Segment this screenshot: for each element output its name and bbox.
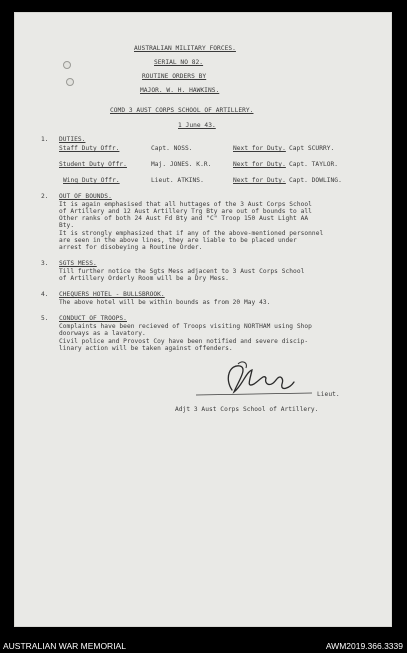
body-line: It is strongly emphasized that if any of the above-mentioned personnel [59, 230, 324, 237]
body-line: Other ranks of both 24 Aust Fd Bty and "C" Troop 150 Aust Light AA [59, 215, 309, 222]
duty-name: Capt. NOSS. [151, 145, 193, 152]
next-duty-name: Capt. TAYLOR. [289, 161, 339, 168]
body-line: linary action will be taken against offenders. [59, 345, 233, 352]
duty-name: Lieut. ATKINS. [151, 177, 204, 184]
next-duty-name: Capt SCURRY. [289, 145, 335, 152]
body-line: are seen in the above lines, they are liable to be placed under [59, 237, 297, 244]
body-line: Complaints have been recieved of Troops visiting NORTHAM using Shop [59, 323, 312, 330]
header-date: 1 June 43. [178, 122, 216, 129]
section-number: 3. [41, 260, 49, 267]
header-command: COMD 3 AUST CORPS SCHOOL OF ARTILLERY. [110, 107, 254, 114]
section-title: SGTS MESS. [59, 260, 97, 267]
signature-title: Adjt 3 Aust Corps School of Artillery. [175, 406, 319, 413]
punch-hole [63, 61, 71, 69]
section-title: DUTIES. [59, 136, 86, 143]
next-duty-label: Next for Duty. [233, 145, 286, 152]
body-line: arrest for disobeying a Routine Order. [59, 244, 203, 251]
body-line: Bty. [59, 222, 75, 229]
body-line: It is again emphasised that all huttages of the 3 Aust Corps School [59, 201, 312, 208]
punch-hole [66, 78, 74, 86]
footer-institution: AUSTRALIAN WAR MEMORIAL [3, 641, 126, 651]
next-duty-label: Next for Duty. [233, 161, 286, 168]
duty-label: Staff Duty Offr. [59, 145, 120, 152]
body-line: of Artillery and 12 Aust Artillery Trg Bty are out of bounds to all [59, 208, 312, 215]
header-title: AUSTRALIAN MILITARY FORCES. [134, 45, 236, 52]
section-number: 5. [41, 315, 49, 322]
header-orders: ROUTINE ORDERS BY [142, 73, 207, 80]
section-number: 2. [41, 193, 49, 200]
body-line: The above hotel will be within bounds as from 20 May 43. [59, 299, 271, 306]
handwritten-signature [194, 358, 334, 400]
body-line: of Artillery Orderly Room will be a Dry Mess. [59, 275, 229, 282]
footer-accession-number: AWM2019.366.3339 [325, 641, 403, 651]
header-serial: SERIAL NO 82. [154, 59, 204, 66]
signature-rank: Lieut. [317, 391, 340, 398]
next-duty-label: Next for Duty. [233, 177, 286, 184]
duty-name: Maj. JONES. K.R. [151, 161, 212, 168]
duty-label: Student Duty Offr. [59, 161, 127, 168]
next-duty-name: Capt. DOWLING. [289, 177, 342, 184]
header-author: MAJOR. W. H. HAWKINS. [140, 87, 220, 94]
section-number: 4. [41, 291, 49, 298]
body-line: doorways as a lavatory. [59, 330, 146, 337]
body-line: Civil police and Provost Coy have been notified and severe discip- [59, 338, 309, 345]
section-title: CONDUCT OF TROOPS. [59, 315, 127, 322]
section-title: OUT OF BOUNDS. [59, 193, 112, 200]
duty-label: Wing Duty Offr. [63, 177, 120, 184]
document-page [14, 12, 392, 627]
section-title: CHEQUERS HOTEL - BULLSBROOK. [59, 291, 165, 298]
body-line: Till further notice the Sgts Mess adjacent to 3 Aust Corps School [59, 268, 305, 275]
section-number: 1. [41, 136, 49, 143]
